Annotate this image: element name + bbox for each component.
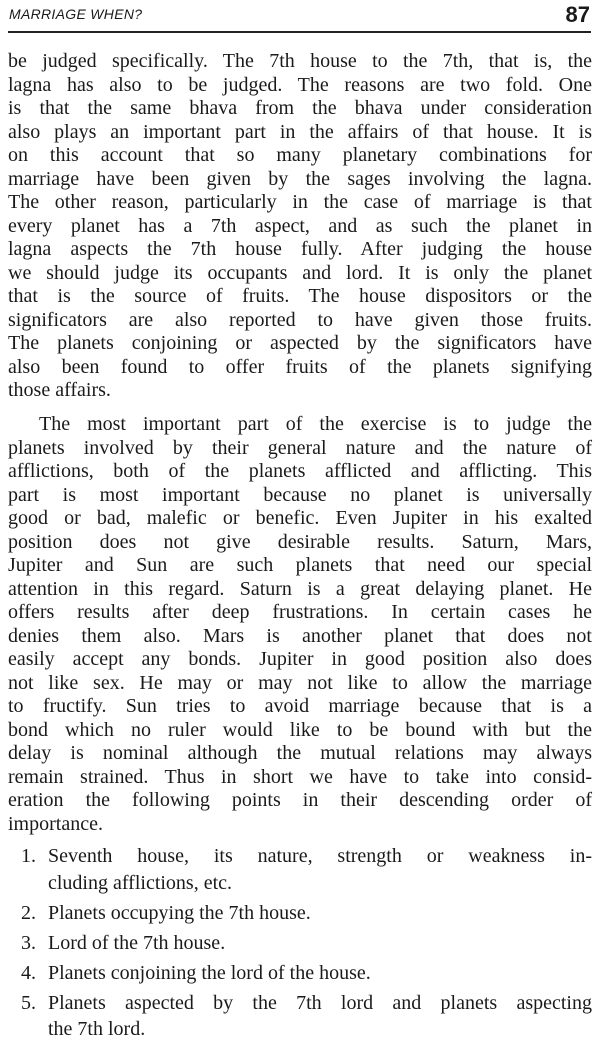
list-number: 1. — [21, 845, 36, 867]
text-line: delay is nominal although the mutual relations may always — [8, 742, 592, 764]
text-line: good or bad, malefic or benefic. Even Jupiter in his exalted — [8, 507, 592, 529]
list-item-text: cluding afflictions, etc. — [48, 871, 233, 894]
text-line: Jupiter and Sun are such planets that need our special — [8, 554, 592, 576]
text-line: position does not give desirable results. Saturn, Mars, — [8, 530, 592, 553]
text-line: remain strained. Thus in short we have to take into consid- — [8, 765, 592, 788]
list-item-text: Planets aspected by the 7th lord and planets aspecting — [48, 991, 592, 1014]
page-number: 87 — [565, 2, 590, 27]
text-line: marriage have been given by the sages involving the lagna. — [8, 167, 592, 190]
list-number: 2. — [21, 901, 36, 924]
list-item-text: the 7th lord. — [48, 1018, 146, 1040]
text-line: importance. — [8, 812, 103, 835]
text-line: The planets conjoining or aspected by the significators have — [8, 332, 592, 354]
text-line: on this account that so many planetary combinations for — [8, 144, 592, 166]
text-line: significators are also reported to have given those fruits. — [8, 308, 592, 331]
text-line: planets involved by their general nature and the nature of — [8, 436, 592, 459]
list-number: 3. — [21, 931, 36, 954]
text-line: lagna aspects the 7th house fully. After judging the house — [8, 238, 592, 260]
text-line: eration the following points in their descending order of — [8, 789, 592, 811]
text-line: denies them also. Mars is another planet that does not — [8, 624, 592, 647]
text-line: offers results after deep frustrations. In certain cases he — [8, 601, 592, 623]
text-line: that is the source of fruits. The house dispositors or the — [8, 285, 592, 307]
list-item — [8, 990, 592, 1043]
text-line: attention in this regard. Saturn is a great delaying planet. He — [8, 577, 592, 600]
list-item — [8, 843, 592, 896]
text-line: also plays an important part in the affairs of that house. It is — [8, 120, 592, 143]
text-line: be judged specifically. The 7th house to the 7th, that is, the — [8, 50, 592, 72]
text-line: every planet has a 7th aspect, and as such the planet in — [8, 214, 592, 237]
text-line: easily accept any bonds. Jupiter in good position also does — [8, 648, 592, 670]
list-item — [8, 930, 592, 957]
text-line: The other reason, particularly in the case of marriage is that — [8, 191, 592, 213]
text-line: also been found to offer fruits of the planets signifying — [8, 355, 592, 378]
text-line: afflictions, both of the planets afflicted and afflicting. This — [8, 460, 592, 482]
text-line: is that the same bhava from the bhava under consideration — [8, 97, 592, 119]
header-rule — [8, 31, 591, 33]
text-line: not like sex. He may or may not like to allow the marriage — [8, 671, 592, 694]
text-line: bond which no ruler would like to be bound with but the — [8, 718, 592, 741]
list-item — [8, 900, 592, 927]
numbered-list — [8, 843, 592, 1046]
text-line: those affairs. — [8, 379, 111, 401]
list-number: 5. — [21, 991, 36, 1014]
text-line: lagna has also to be judged. The reasons are two fold. One — [8, 73, 592, 96]
list-item — [8, 960, 592, 987]
text-line: to fructify. Sun tries to avoid marriage because that is a — [8, 695, 592, 717]
paragraph-2 — [8, 413, 592, 836]
list-item-text: Seventh house, its nature, strength or weakness in- — [48, 845, 592, 867]
list-item-text: Planets occupying the 7th house. — [48, 901, 311, 924]
list-item-text: Lord of the 7th house. — [48, 931, 226, 954]
running-header-title: MARRIAGE WHEN? — [9, 6, 143, 22]
text-line: part is most important because no planet is universally — [8, 483, 592, 506]
text-line: The most important part of the exercise is to judge the — [39, 413, 592, 435]
list-item-text: Planets conjoining the lord of the house. — [48, 961, 371, 984]
paragraph-1 — [8, 50, 592, 403]
list-number: 4. — [21, 961, 36, 984]
text-line: we should judge its occupants and lord. It is only the planet — [8, 261, 592, 284]
